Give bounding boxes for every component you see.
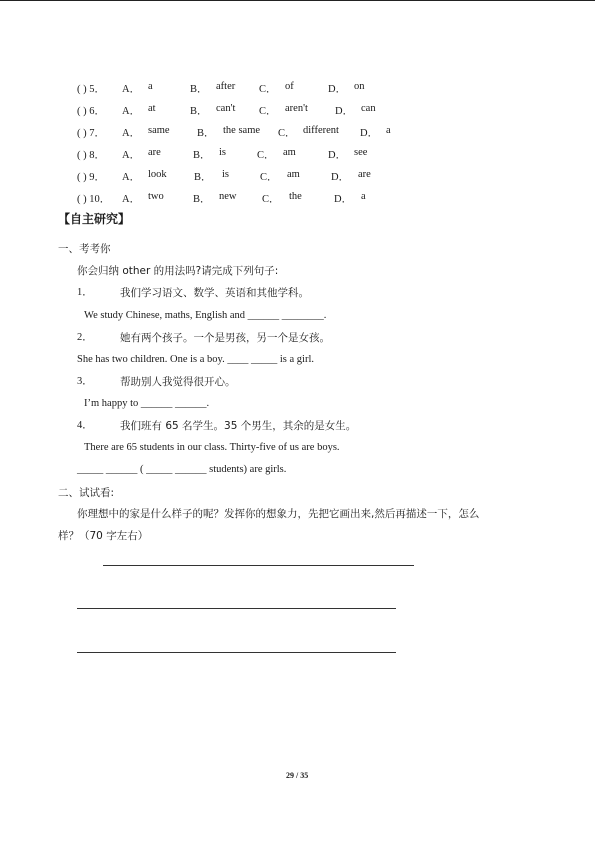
section-heading: 【自主研究】 bbox=[58, 212, 131, 226]
option-c: the bbox=[289, 191, 302, 202]
option-a: a bbox=[148, 81, 153, 92]
option-a-key: A． bbox=[122, 150, 141, 161]
question-number: ( ) 8． bbox=[77, 150, 105, 161]
item-4-number: 4． bbox=[77, 420, 93, 431]
item-1-chinese: 我们学习语文、数学、英语和其他学科。 bbox=[120, 287, 309, 299]
page-top-border bbox=[0, 0, 595, 1]
option-a: two bbox=[148, 191, 164, 202]
option-d: see bbox=[354, 147, 368, 158]
question-10 bbox=[77, 191, 517, 205]
option-c-key: C． bbox=[259, 84, 277, 95]
writing-line bbox=[103, 565, 414, 566]
question-number: ( ) 7． bbox=[77, 128, 105, 139]
option-b: new bbox=[219, 191, 237, 202]
option-b-key: B． bbox=[197, 128, 215, 139]
option-d-key: D． bbox=[360, 128, 379, 139]
option-a-key: A． bbox=[122, 172, 141, 183]
option-b-key: B． bbox=[194, 172, 212, 183]
option-a-key: A． bbox=[122, 84, 141, 95]
option-c-key: C． bbox=[259, 106, 277, 117]
question-7 bbox=[77, 125, 517, 139]
option-d-key: D． bbox=[334, 194, 353, 205]
option-b-key: B． bbox=[190, 84, 208, 95]
option-d-key: D． bbox=[331, 172, 350, 183]
part2-title: 二、试试看: bbox=[58, 487, 115, 499]
option-a: look bbox=[148, 169, 167, 180]
option-a: are bbox=[148, 147, 161, 158]
option-b-key: B． bbox=[193, 150, 211, 161]
item-2-english: She has two children. One is a boy. ____ _____ is a girl. bbox=[77, 354, 314, 365]
option-c: different bbox=[303, 125, 339, 136]
option-b: can't bbox=[216, 103, 236, 114]
option-b: after bbox=[216, 81, 236, 92]
item-3-chinese: 帮助别人我觉得很开心。 bbox=[120, 376, 236, 388]
option-b: is bbox=[222, 169, 230, 180]
option-d-key: D． bbox=[328, 150, 347, 161]
item-4-english: There are 65 students in our class. Thirty-five of us are boys. bbox=[84, 442, 340, 453]
option-d: a bbox=[386, 125, 391, 136]
option-a-key: A． bbox=[122, 106, 141, 117]
part1-title: 一、考考你 bbox=[58, 243, 111, 255]
question-number: ( ) 6． bbox=[77, 106, 105, 117]
item-1-english: We study Chinese, maths, English and ______ ________. bbox=[84, 310, 327, 321]
item-1-number: 1． bbox=[77, 287, 93, 298]
option-b: the same bbox=[223, 125, 261, 136]
option-c-key: C． bbox=[262, 194, 280, 205]
item-2-number: 2． bbox=[77, 332, 93, 343]
part1-intro: 你会归纳 other 的用法吗?请完成下列句子: bbox=[77, 265, 279, 277]
option-d: can bbox=[361, 103, 376, 114]
item-4-english-blanks: _____ ______ ( _____ ______ students) are girls. bbox=[77, 464, 287, 475]
option-c-key: C． bbox=[260, 172, 278, 183]
question-number: ( ) 10． bbox=[77, 194, 111, 205]
writing-line bbox=[77, 652, 396, 653]
option-b-key: B． bbox=[190, 106, 208, 117]
option-c-key: C． bbox=[257, 150, 275, 161]
option-b: is bbox=[219, 147, 227, 158]
part2-prompt-line2: 样？（70 字左右） bbox=[58, 530, 149, 542]
part2-prompt-line1: 你理想中的家是什么样子的呢？发挥你的想象力，先把它画出来,然后再描述一下，怎么 bbox=[77, 508, 480, 520]
page-number: 29 / 35 bbox=[286, 771, 309, 780]
option-d: on bbox=[354, 81, 365, 92]
item-3-number: 3． bbox=[77, 376, 93, 387]
item-3-english: I’m happy to ______ ______. bbox=[84, 398, 210, 409]
option-a: at bbox=[148, 103, 156, 114]
option-c-key: C． bbox=[278, 128, 296, 139]
question-6 bbox=[77, 103, 517, 117]
question-9 bbox=[77, 169, 517, 183]
option-c: of bbox=[285, 81, 294, 92]
option-a: same bbox=[148, 125, 170, 136]
item-4-chinese: 我们班有 65 名学生。35 个男生，其余的是女生。 bbox=[120, 420, 357, 432]
item-2-chinese: 她有两个孩子。一个是男孩，另一个是女孩。 bbox=[120, 332, 330, 344]
option-c: am bbox=[283, 147, 296, 158]
option-d-key: D． bbox=[328, 84, 347, 95]
option-b-key: B． bbox=[193, 194, 211, 205]
option-d-key: D． bbox=[335, 106, 354, 117]
writing-line bbox=[77, 608, 396, 609]
option-a-key: A． bbox=[122, 128, 141, 139]
option-d: a bbox=[361, 191, 366, 202]
question-8 bbox=[77, 147, 517, 161]
option-c: am bbox=[287, 169, 300, 180]
option-a-key: A． bbox=[122, 194, 141, 205]
question-number: ( ) 9． bbox=[77, 172, 105, 183]
option-d: are bbox=[358, 169, 371, 180]
question-number: ( ) 5． bbox=[77, 84, 105, 95]
question-5 bbox=[77, 81, 517, 95]
option-c: aren't bbox=[285, 103, 308, 114]
